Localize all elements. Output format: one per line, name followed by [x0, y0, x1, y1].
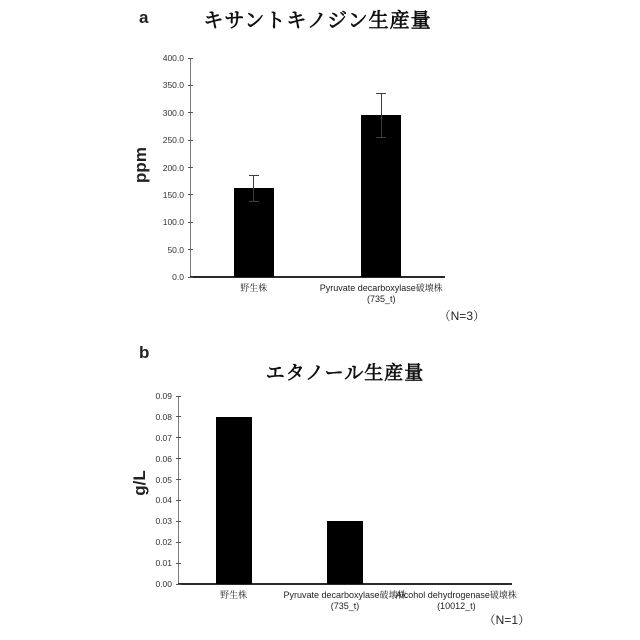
y-axis-tick-label: 0.03 [155, 516, 172, 527]
y-axis-tick-label: 0.00 [155, 579, 172, 589]
y-axis-tick [176, 396, 181, 397]
y-axis-tick [176, 542, 181, 543]
bar-2 [361, 115, 401, 277]
error-bar-cap-bottom [376, 137, 386, 138]
y-axis-tick-label: 400.0 [162, 53, 184, 63]
category-label-line: (735_t) [366, 294, 396, 304]
chart-a-title: キサントキノジン生産量 [203, 10, 432, 32]
y-axis-tick [176, 584, 181, 585]
y-axis-tick-label: 50.0 [167, 244, 184, 255]
category-label-line: Pyruvate decarboxylase破壊株 [283, 590, 407, 600]
chart-b-sample-size-label: （N=1） [483, 613, 530, 627]
y-axis-tick [188, 85, 193, 86]
y-axis-tick-label: 250.0 [162, 135, 184, 146]
error-bar-cap-bottom [249, 201, 259, 202]
category-label-line: (10012_t) [437, 601, 476, 611]
y-axis-tick [176, 416, 181, 417]
y-axis-tick-label: 0.05 [155, 474, 172, 485]
y-axis-tick-label: 350.0 [162, 80, 184, 91]
y-axis-tick [176, 500, 181, 501]
y-axis-tick-label: 0.09 [155, 391, 172, 401]
y-axis-tick-label: 100.0 [162, 217, 184, 228]
y-axis-tick-label: 0.01 [155, 558, 172, 569]
y-axis-tick [176, 479, 181, 480]
y-axis-tick [188, 222, 193, 223]
chart-a-sample-size-label: （N=3） [438, 309, 485, 323]
y-axis-tick [176, 458, 181, 459]
category-label-3 [372, 590, 540, 612]
category-label-line: Alcohol dehydrogenase破壊株 [395, 590, 517, 600]
chart-a-y-axis-label: ppm [131, 147, 150, 183]
y-axis-tick-label: 150.0 [162, 189, 184, 200]
y-axis-tick [188, 140, 193, 141]
y-axis-tick-label: 0.07 [155, 432, 172, 443]
y-axis-tick-label: 0.0 [172, 272, 184, 282]
x-axis-line [190, 276, 445, 278]
y-axis-tick [188, 112, 193, 113]
error-bar-cap-top [376, 93, 386, 94]
error-bar-1 [253, 175, 254, 201]
chart-b-plot-area [155, 391, 517, 611]
category-label-line: (735_t) [330, 601, 360, 611]
y-axis-tick-label: 0.02 [155, 537, 172, 548]
y-axis-tick [188, 194, 193, 195]
category-label-line: Pyruvate decarboxylase破壊株 [319, 283, 443, 293]
y-axis-tick-label: 300.0 [162, 107, 184, 118]
y-axis-tick [188, 58, 193, 59]
bar-2 [327, 521, 363, 584]
y-axis-line [178, 396, 179, 584]
y-axis-tick [188, 249, 193, 250]
error-bar-2 [381, 93, 382, 137]
y-axis-tick [176, 521, 181, 522]
y-axis-tick [188, 277, 193, 278]
category-label-line: 野生株 [240, 283, 268, 293]
y-axis-tick-label: 0.04 [155, 495, 172, 506]
panel-label-a: a [139, 8, 149, 27]
y-axis-tick-label: 0.08 [155, 411, 172, 422]
chart-b-y-axis-label: g/L [130, 470, 149, 496]
y-axis-tick [176, 437, 181, 438]
chart-b-title: エタノール生産量 [265, 363, 425, 384]
category-label-line: 野生株 [220, 590, 248, 600]
category-label-2 [296, 283, 466, 305]
y-axis-tick-label: 0.06 [155, 453, 172, 464]
y-axis-tick [176, 563, 181, 564]
y-axis-tick-label: 200.0 [162, 162, 184, 173]
bar-1 [216, 417, 252, 584]
panel-label-b: b [139, 343, 150, 362]
chart-a-plot-area [162, 53, 445, 304]
y-axis-tick [188, 167, 193, 168]
error-bar-cap-top [249, 175, 259, 176]
